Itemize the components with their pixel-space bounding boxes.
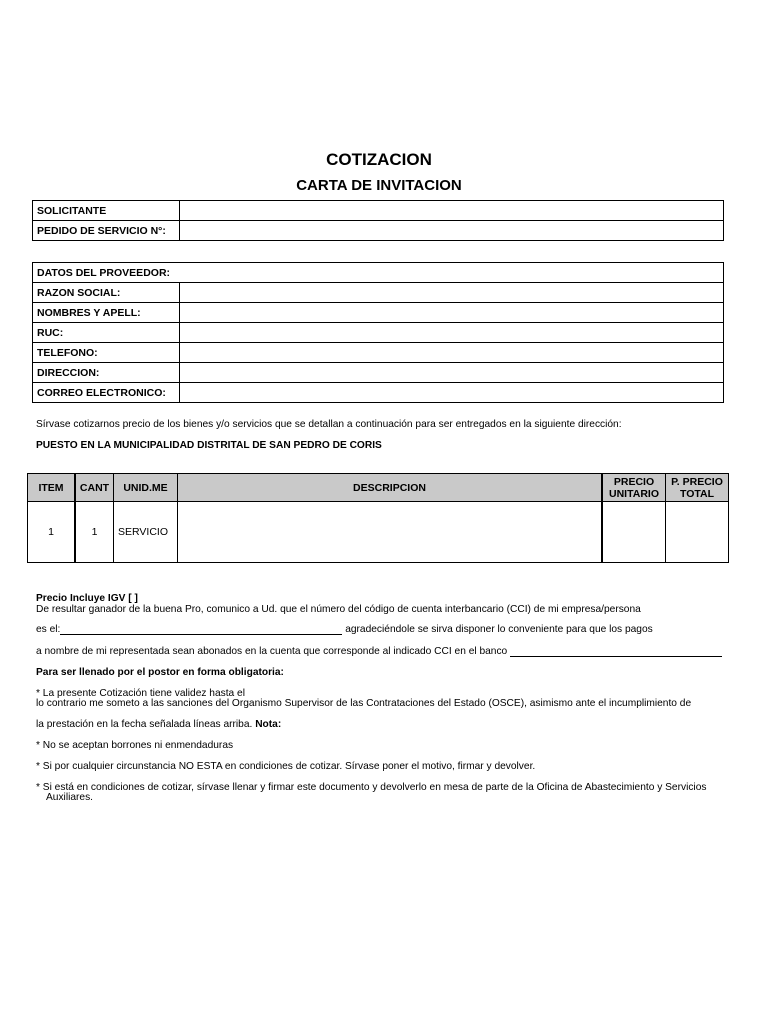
telefono-field[interactable] <box>180 343 724 363</box>
validity-text-line3-body: la prestación en la fecha señalada líneas arriba. <box>36 719 253 730</box>
intro-text: Sírvase cotizarnos precio de los bienes y/o servicios que se detallan a continuación para ser entregados en la siguiente dirección: <box>36 419 622 430</box>
items-table <box>27 473 729 563</box>
solicitante-table <box>32 200 724 241</box>
header-precio-total <box>666 474 729 502</box>
cci-number-blank[interactable] <box>60 624 342 635</box>
table-row <box>33 201 724 221</box>
direccion-field[interactable] <box>180 363 724 383</box>
ruc-field[interactable] <box>180 323 724 343</box>
correo-label: CORREO ELECTRONICO: <box>33 383 180 403</box>
header-cant: CANT <box>75 474 114 502</box>
proveedor-header: DATOS DEL PROVEEDOR: <box>33 263 724 283</box>
cell-unid: SERVICIO <box>114 502 178 563</box>
pedido-servicio-field[interactable] <box>180 221 724 241</box>
cell-precio-unitario[interactable] <box>602 502 666 563</box>
header-precio-unitario-line1: PRECIO <box>613 475 655 488</box>
solicitante-label: SOLICITANTE <box>33 201 180 221</box>
validity-text-line2: lo contrario me someto a las sanciones del Organismo Supervisor de las Contrataciones del Estado (OSCE), asimismo ante el incumplimiento de <box>36 698 692 709</box>
razon-social-field[interactable] <box>180 283 724 303</box>
cell-cant: 1 <box>75 502 114 563</box>
document-subtitle: CARTA DE INVITACION <box>296 177 462 194</box>
note-item: * No se aceptan borrones ni enmendaduras <box>36 740 234 751</box>
table-row <box>33 343 724 363</box>
cci-text-line1: De resultar ganador de la buena Pro, comunico a Ud. que el número del código de cuenta interbancario (CCI) de mi empresa/persona <box>36 604 641 615</box>
header-precio-unitario-line2: UNITARIO <box>609 487 659 500</box>
note-item: * Si por cualquier circunstancia NO ESTA en condiciones de cotizar. Sírvase poner el motivo, firmar y devolver. <box>36 761 536 772</box>
validity-text-line1: * La presente Cotización tiene validez hasta el <box>36 688 245 699</box>
cci-text-continuation: agradeciéndole se sirva disponer lo conveniente para que los pagos <box>345 624 653 635</box>
header-precio-unitario <box>602 474 666 502</box>
table-row <box>33 323 724 343</box>
table-row <box>33 263 724 283</box>
correo-field[interactable] <box>180 383 724 403</box>
cell-precio-total[interactable] <box>666 502 729 563</box>
table-row <box>33 303 724 323</box>
header-descripcion: DESCRIPCION <box>178 474 603 502</box>
nota-label: Nota: <box>255 719 282 730</box>
cci-text-line2 <box>36 624 653 635</box>
table-row <box>33 383 724 403</box>
note-item-continuation: Auxiliares. <box>46 792 93 803</box>
igv-text: Precio Incluye IGV [ ] <box>36 593 138 604</box>
delivery-address: PUESTO EN LA MUNICIPALIDAD DISTRITAL DE SAN PEDRO DE CORIS <box>36 440 382 451</box>
cci-text-line3 <box>36 646 722 657</box>
proveedor-table <box>32 262 724 403</box>
direccion-label: DIRECCION: <box>33 363 180 383</box>
header-unid: UNID.ME <box>114 474 178 502</box>
ruc-label: RUC: <box>33 323 180 343</box>
cell-descripcion[interactable] <box>178 502 603 563</box>
header-item: ITEM <box>28 474 76 502</box>
header-precio-total-line1: P. PRECIO <box>671 475 723 488</box>
cell-item: 1 <box>28 502 76 563</box>
cci-label: es el: <box>36 624 61 635</box>
items-header-row <box>28 474 729 502</box>
document-title: COTIZACION <box>326 150 432 169</box>
solicitante-field[interactable] <box>180 201 724 221</box>
bank-text: a nombre de mi representada sean abonados en la cuenta que corresponde al indicado CCI en el banco <box>36 646 508 657</box>
table-row <box>33 283 724 303</box>
mandatory-text: Para ser llenado por el postor en forma obligatoria: <box>36 667 284 678</box>
table-row <box>33 363 724 383</box>
header-precio-total-line2: TOTAL <box>679 487 715 500</box>
note-item: * Si está en condiciones de cotizar, sírvase llenar y firmar este documento y devolverlo en mesa de parte de la Oficina de Abastecimiento y Servicios <box>36 782 707 793</box>
table-row <box>33 221 724 241</box>
table-row <box>28 502 729 563</box>
telefono-label: TELEFONO: <box>33 343 180 363</box>
razon-social-label: RAZON SOCIAL: <box>33 283 180 303</box>
nombres-label: NOMBRES Y APELL: <box>33 303 180 323</box>
nombres-field[interactable] <box>180 303 724 323</box>
validity-text-line3 <box>36 719 281 730</box>
pedido-servicio-label: PEDIDO DE SERVICIO N°: <box>33 221 180 241</box>
bank-name-blank[interactable] <box>510 646 722 657</box>
